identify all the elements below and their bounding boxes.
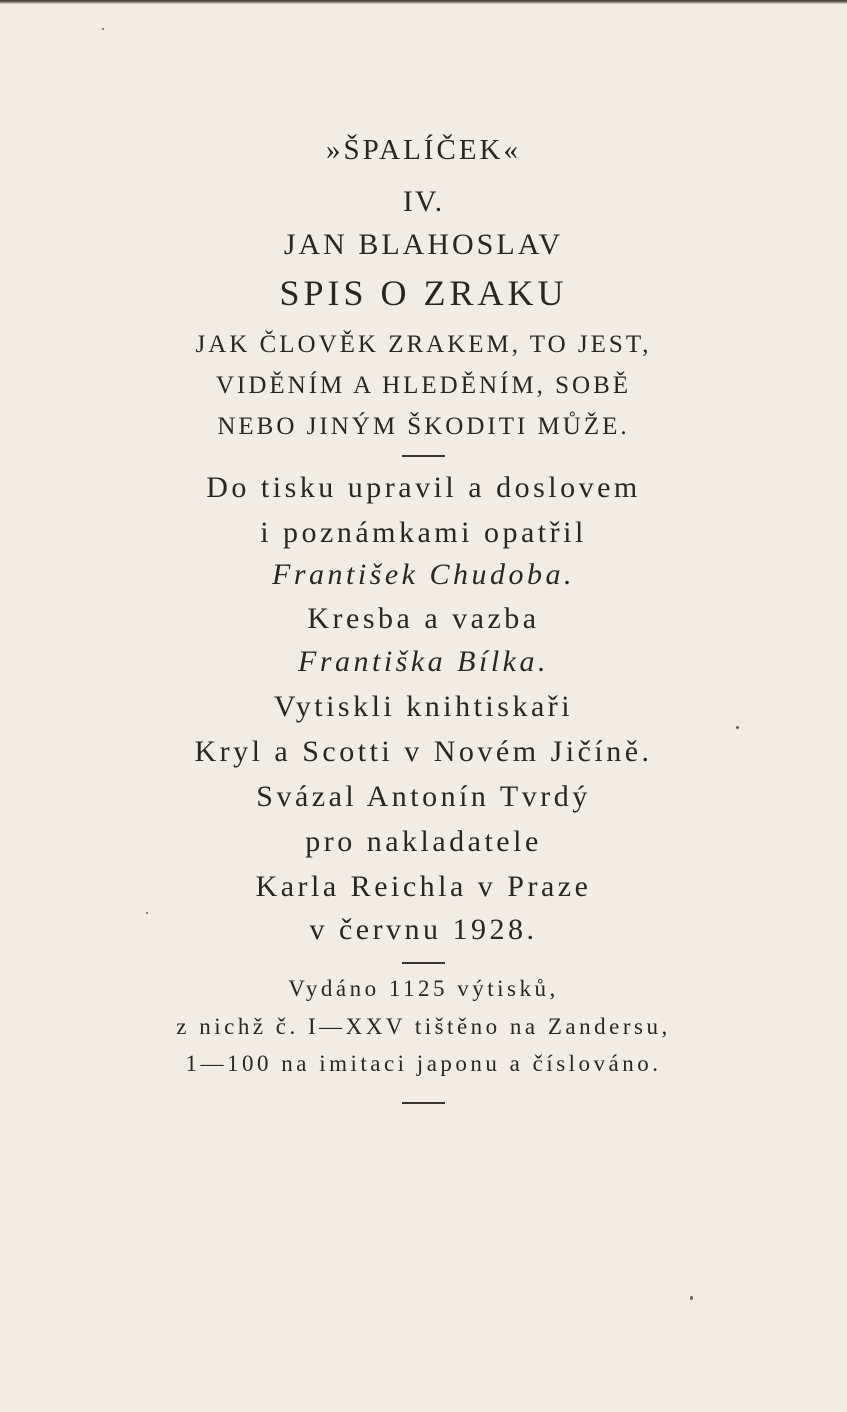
subtitle-line: JAK ČLOVĚK ZRAKEM, TO JEST, xyxy=(195,331,652,358)
volume-number: IV. xyxy=(402,185,445,218)
divider-rule xyxy=(402,455,445,457)
credit-line: pro nakladatele xyxy=(305,825,542,858)
editor-name: František Chudoba. xyxy=(272,558,575,591)
credit-line: i poznámkami opatřil xyxy=(260,516,587,549)
edition-note-line: 1—100 na imitaci japonu a číslováno. xyxy=(185,1051,662,1076)
illustrator-name: Františka Bílka. xyxy=(298,645,549,678)
publisher-name: Karla Reichla v Praze xyxy=(255,870,592,903)
credit-line: Vytiskli knihtiskaři xyxy=(273,690,574,723)
author-name: JAN BLAHOSLAV xyxy=(283,228,564,261)
subtitle-line: NEBO JINÝM ŠKODITI MŮŽE. xyxy=(217,413,630,440)
book-title: SPIS O ZRAKU xyxy=(279,273,568,313)
printer-name: Kryl a Scotti v Novém Jičíně. xyxy=(194,735,653,768)
divider-rule xyxy=(402,1102,445,1104)
paper-speck xyxy=(102,28,104,30)
credit-line: Do tisku upravil a doslovem xyxy=(206,471,641,504)
divider-rule xyxy=(402,962,445,964)
series-title: »ŠPALÍČEK« xyxy=(326,134,521,166)
paper-speck xyxy=(736,726,739,729)
subtitle-line: VIDĚNÍM A HLEDĚNÍM, SOBĚ xyxy=(215,372,632,399)
paper-speck xyxy=(690,1296,693,1300)
publication-date: v červnu 1928. xyxy=(309,913,538,946)
binder-line: Svázal Antonín Tvrdý xyxy=(256,780,591,813)
edition-note-line: z nichž č. I—XXV tištěno na Zandersu, xyxy=(176,1014,671,1039)
credit-line: Kresba a vazba xyxy=(307,602,540,635)
edition-note-line: Vydáno 1125 výtisků, xyxy=(288,976,559,1001)
paper-speck xyxy=(146,912,148,914)
